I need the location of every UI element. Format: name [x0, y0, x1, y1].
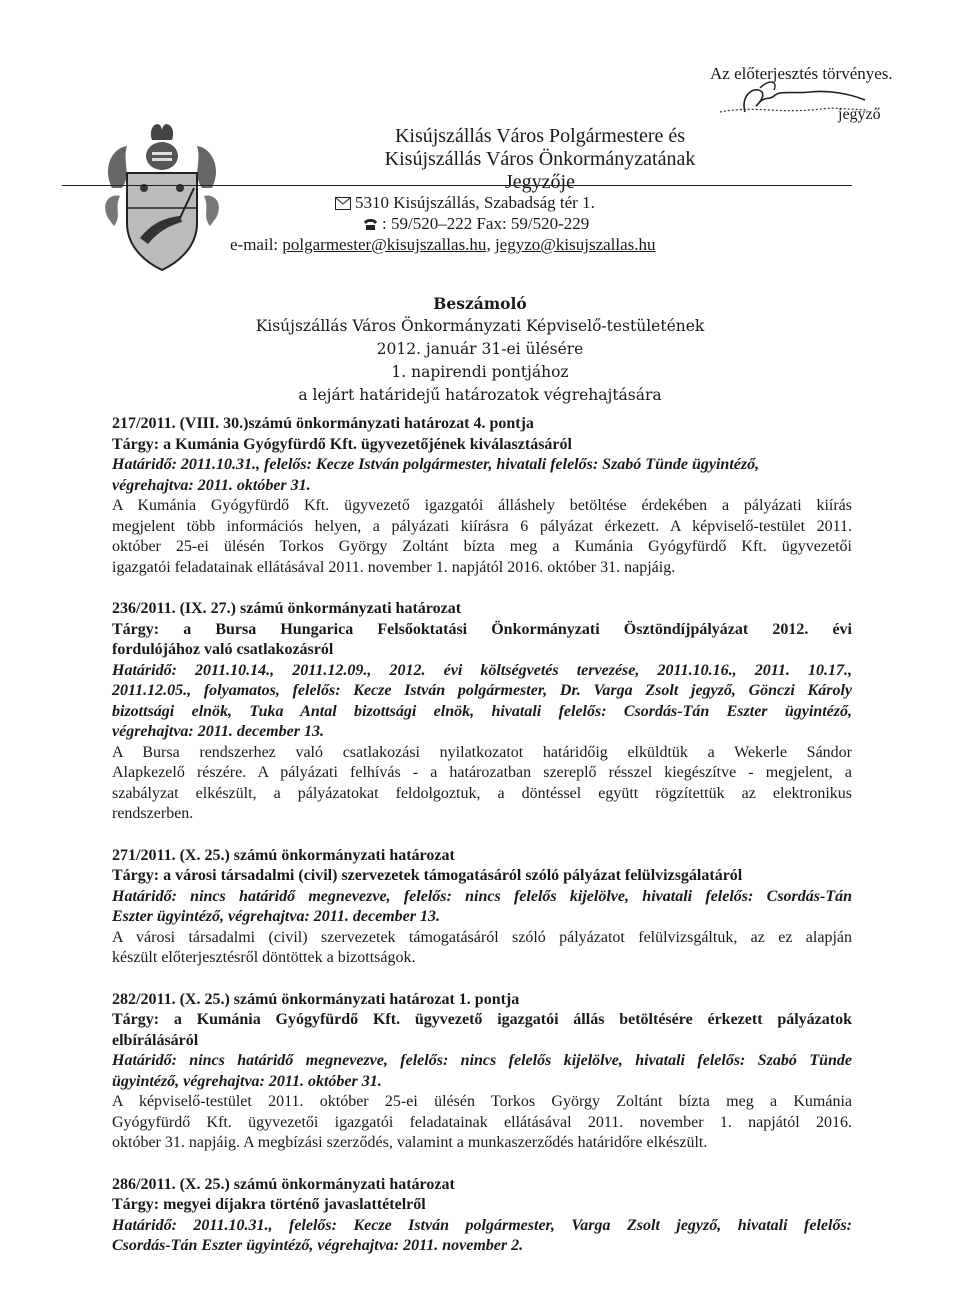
subject-line: Tárgy: a Kumánia Gyógyfürdő Kft. ügyvezető igazgatói állás betöltésére érkezett pályázatok — [112, 1011, 852, 1028]
resolution-heading: 217/2011. (VIII. 30.)számú önkormányzati határozat 4. pontja — [112, 415, 534, 432]
body-text-line: október 31. napjáig. A megbízási szerződés, valamint a munkaszerződés határidőre elkészült. — [112, 1134, 708, 1151]
address-row — [335, 192, 595, 213]
coat-of-arms-icon — [102, 118, 222, 278]
deadline-line: Határidő: 2011.10.31., felelős: Kecze István polgármester, hivatali felelős: Szabó Tünde ügyintéző, — [112, 456, 760, 473]
deadline-line: bizottsági elnök, Tuka Antal bizottsági elnök, hivatali felelős: Csordás-Tán Eszter ügyintéző, — [112, 702, 852, 720]
subject-line: fordulójához való csatlakozásról — [112, 641, 334, 658]
body-text-line: megjelent több információs helyen, a pályázati kiírásra 6 pályázat érkezett. A képviselő-testület 2011. — [112, 517, 852, 535]
letterhead-line: Kisújszállás Város Önkormányzatának — [384, 148, 696, 170]
body-text-line: rendszerben. — [112, 805, 194, 822]
deadline-line: végrehajtva: 2011. december 13. — [112, 723, 324, 740]
title-line: 1. napirendi pontjához — [391, 363, 569, 381]
report-body — [112, 414, 852, 1278]
approval-statement: Az előterjesztés törvényes. — [710, 64, 893, 83]
body-text-line: Alapkezelő részére. A pályázati felhívás - a határozatban szereplő résszel kiegészítve - megjelent, a — [112, 764, 852, 781]
letterhead-line: Jegyzője — [505, 171, 575, 193]
body-text-line: A képviselő-testület 2011. október 25-ei ülésén Torkos György Zoltánt bízta meg a Kumánia — [112, 1093, 852, 1110]
approval-stamp — [700, 50, 900, 125]
title-line: a lejárt határidejű határozatok végrehajtására — [298, 386, 662, 404]
deadline-line: Csordás-Tán Eszter ügyintéző, végrehajtva: 2011. november 2. — [112, 1237, 524, 1254]
deadline-line: 2011.12.05., folyamatos, felelős: Kecze István polgármester, Dr. Varga Zsolt jegyző, Gönczi Károly — [112, 682, 852, 699]
resolution-section — [112, 990, 852, 1154]
deadline-line: Határidő: 2011.10.31., felelős: Kecze István polgármester, Varga Zsolt jegyző, hivatali felelős: — [112, 1216, 852, 1234]
resolution-section — [112, 846, 852, 969]
resolution-heading: 271/2011. (X. 25.) számú önkormányzati határozat — [112, 846, 455, 864]
subject-line: Tárgy: a városi társadalmi (civil) szervezetek támogatásáról szóló pályázat felülvizsgálatáról — [112, 867, 743, 884]
body-text-line: október 25-ei ülésén Torkos György Zoltánt bízta meg a Kumánia Gyógyfürdő Kft. ügyvezetői — [112, 538, 852, 555]
resolution-section — [112, 414, 852, 578]
resolution-heading: 282/2011. (X. 25.) számú önkormányzati határozat 1. pontja — [112, 990, 520, 1008]
email-label: e-mail: — [230, 235, 283, 254]
body-text-line: A városi társadalmi (civil) szervezetek támogatásáról szóló pályázatot felülvizsgáltuk, az ez alapján — [112, 928, 852, 946]
body-text-line: igazgatói feladatainak ellátásával 2011. november 1. napjától 2016. október 31. napjáig. — [112, 558, 676, 576]
email-link-mayor[interactable]: polgarmester@kisujszallas.hu — [282, 235, 487, 254]
approval-signer-title: jegyző — [838, 106, 881, 123]
body-text-line: A Kumánia Gyógyfürdő Kft. ügyvezető igazgatói álláshely betöltése érdekében a pályázati kiírás — [112, 497, 852, 514]
report-title — [0, 292, 960, 407]
subject-line: elbírálásáról — [112, 1031, 199, 1049]
letterhead — [230, 125, 850, 194]
subject-line: Tárgy: a Kumánia Gyógyfürdő Kft. ügyvezetőjének kiválasztásáról — [112, 435, 572, 453]
mail-icon — [335, 197, 351, 210]
body-text-line: Gyógyfürdő Kft. ügyvezetői igazgatói feladatainak ellátásával 2011. november 1. napjától 2016. — [112, 1113, 852, 1131]
phone-icon — [363, 218, 378, 231]
resolution-section — [112, 599, 852, 825]
email-separator: , — [486, 235, 495, 254]
title-line: 2012. január 31-ei ülésére — [376, 340, 584, 358]
title-line: Kisújszállás Város Önkormányzati Képviselő-testületének — [255, 317, 705, 335]
deadline-line: ügyintéző, végrehajtva: 2011. október 31. — [112, 1072, 382, 1090]
subject-line: Tárgy: a Bursa Hungarica Felsőoktatási Önkormányzati Ösztöndíjpályázat 2012. évi — [112, 620, 852, 638]
address-text: 5310 Kisújszállás, Szabadság tér 1. — [355, 193, 595, 212]
deadline-line: Határidő: 2011.10.14., 2011.12.09., 2012. évi költségvetés tervezése, 2011.10.16., 2011. 10.17., — [112, 661, 852, 679]
deadline-line: Határidő: nincs határidő megnevezve, felelős: nincs felelős kijelölve, hivatali felelős: Szabó Tünde — [112, 1052, 852, 1069]
deadline-line: végrehajtva: 2011. október 31. — [112, 476, 311, 494]
body-text-line: készült előterjesztésről döntöttek a bizottságok. — [112, 949, 416, 966]
phone-fax-text: : 59/520–222 Fax: 59/520-229 — [382, 214, 590, 233]
subject-line: Tárgy: megyei díjakra történő javaslattételről — [112, 1196, 426, 1213]
body-text-line: szabályzat elkészült, a pályázatokat feldolgoztuk, a döntéssel együtt rögzítettük az elektronikus — [112, 784, 852, 802]
letterhead-divider — [62, 185, 852, 186]
phone-row — [363, 213, 589, 234]
body-text-line: A Bursa rendszerhez való csatlakozási nyilatkozatot határidőig elküldtük a Wekerle Sándor — [112, 743, 852, 761]
title-line: Beszámoló — [433, 294, 527, 313]
resolution-section — [112, 1175, 852, 1257]
resolution-heading: 236/2011. (IX. 27.) számú önkormányzati határozat — [112, 600, 462, 617]
email-row — [230, 234, 656, 255]
email-link-notary[interactable]: jegyzo@kisujszallas.hu — [494, 235, 656, 254]
deadline-line: Eszter ügyintéző, végrehajtva: 2011. december 13. — [112, 908, 440, 925]
deadline-line: Határidő: nincs határidő megnevezve, felelős: nincs felelős kijelölve, hivatali felelős: Csordás-Tán — [112, 887, 852, 905]
resolution-heading: 286/2011. (X. 25.) számú önkormányzati határozat — [112, 1175, 455, 1193]
letterhead-line: Kisújszállás Város Polgármestere és — [394, 125, 686, 147]
